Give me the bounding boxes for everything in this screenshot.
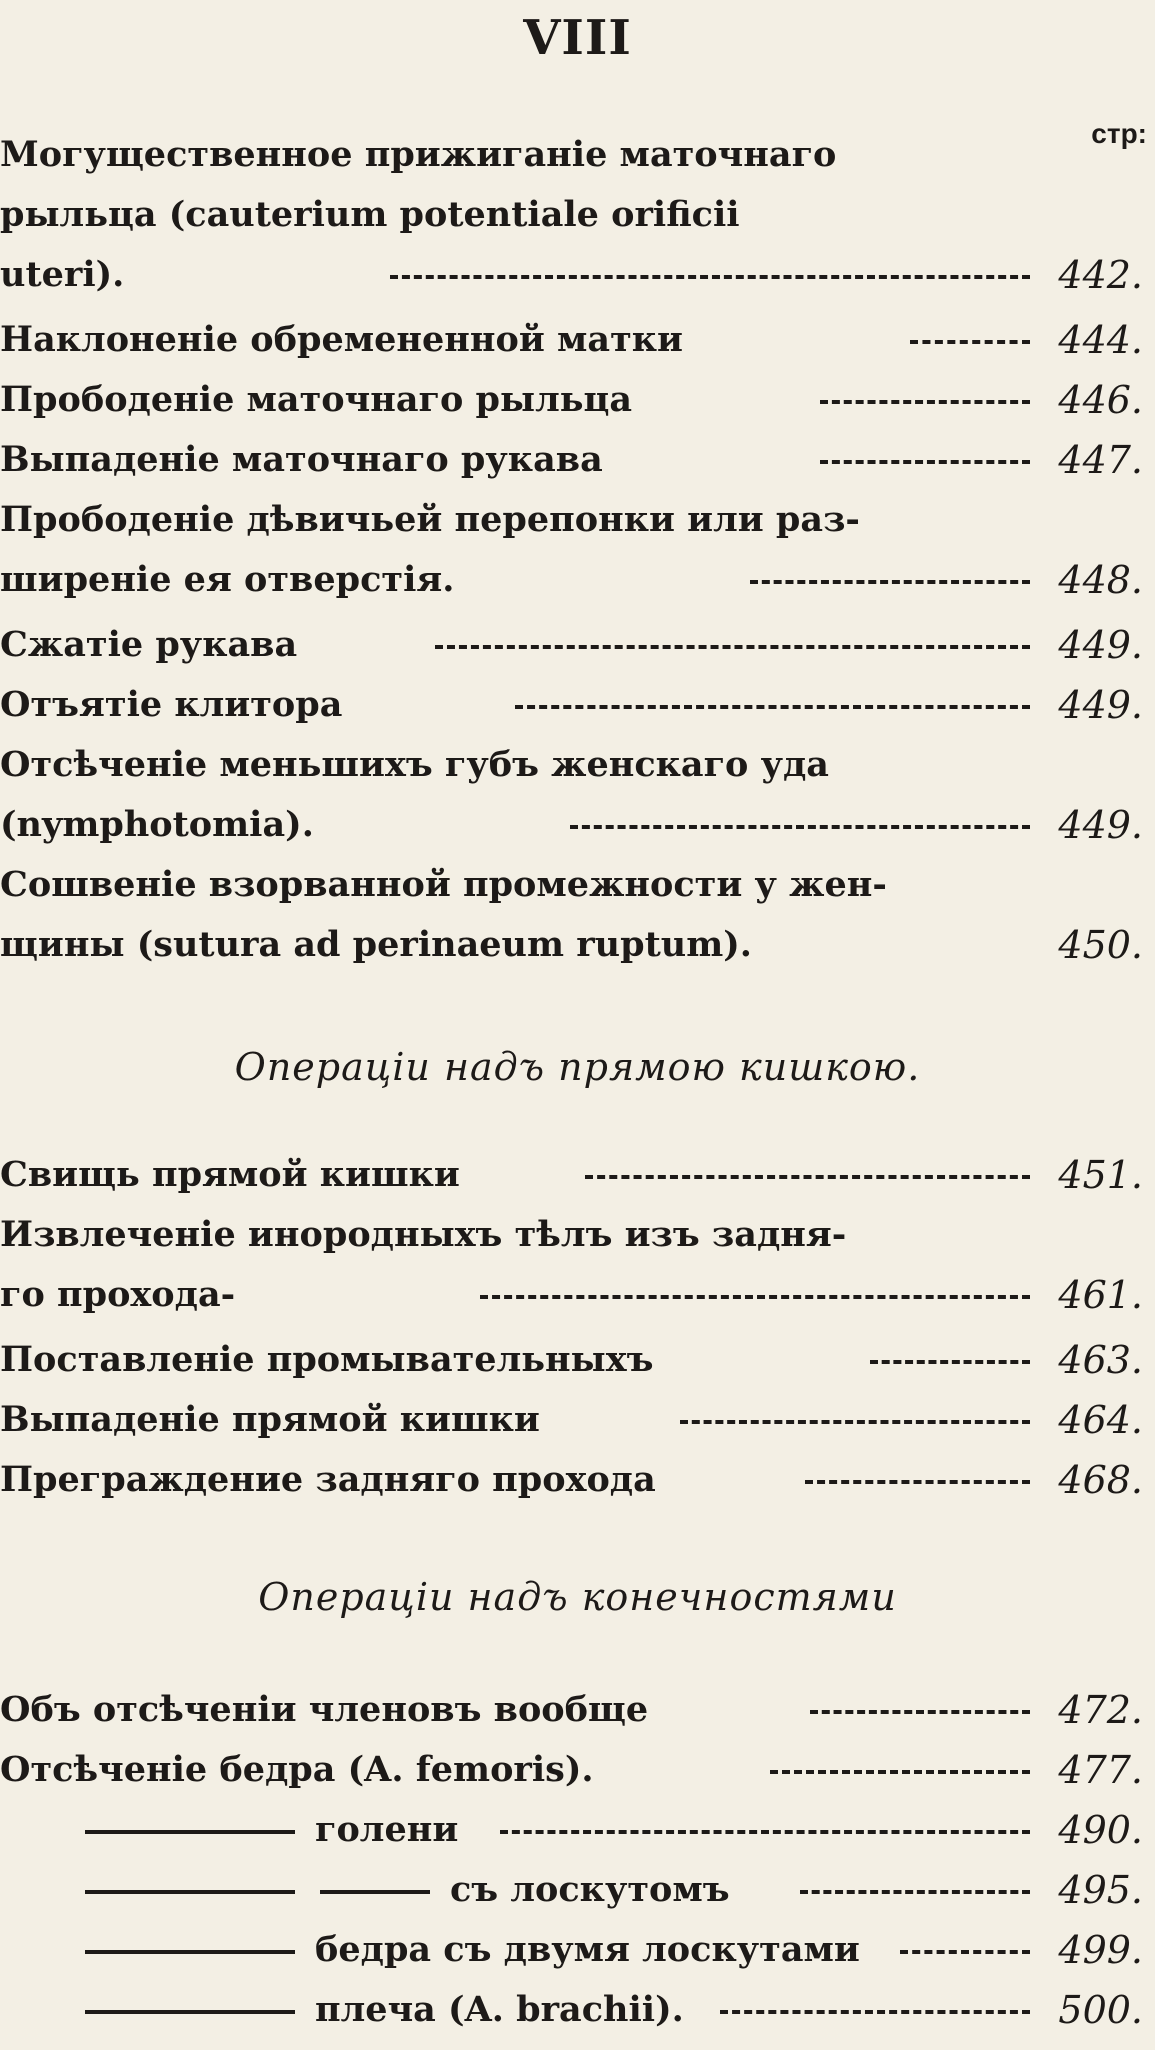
- toc-entry-line: [0, 550, 1155, 610]
- toc-entry-line: [0, 675, 1155, 735]
- toc-entry-text: Могущественное прижиганіе маточнаго: [0, 134, 837, 175]
- toc-page-number: 450.: [1058, 923, 1143, 967]
- ditto-rule: [85, 1890, 295, 1894]
- toc-entry-line: [0, 735, 1155, 795]
- toc-page-number: 468.: [1058, 1458, 1143, 1502]
- ditto-rule: [320, 1890, 430, 1894]
- toc-page-number: 500.: [1058, 1988, 1143, 2032]
- section-heading-limbs: Операціи надъ конечностями: [258, 1575, 897, 1619]
- toc-entry-line: [0, 1145, 1155, 1205]
- toc-entry-text: съ лоскутомъ: [450, 1869, 730, 1910]
- toc-entry-text: Отъятіе клитора: [0, 684, 343, 725]
- toc-page-number: 490.: [1058, 1808, 1143, 1852]
- toc-entry-line: [0, 1740, 1155, 1800]
- ditto-rule: [85, 1830, 295, 1834]
- toc-entry-text: Объ отсѣченіи членовъ вообще: [0, 1689, 649, 1730]
- ditto-rule: [85, 1950, 295, 1954]
- toc-entry-line: [0, 430, 1155, 490]
- toc-entry-line: [0, 1980, 1155, 2040]
- toc-entry-text: Преграждение задняго прохода: [0, 1459, 656, 1500]
- leader-dots: [515, 705, 1030, 713]
- page-column-label: стр:: [1091, 118, 1147, 149]
- leader-dots: [500, 1830, 1030, 1838]
- toc-page-number: 449.: [1058, 683, 1143, 727]
- toc-entry-line: [0, 1680, 1155, 1740]
- toc-entry-text: Отсѣченіе бедра (A. femoris).: [0, 1749, 594, 1790]
- leader-dots: [750, 580, 1030, 588]
- toc-page-number: 463.: [1058, 1338, 1143, 1382]
- toc-entry-line: [0, 1205, 1155, 1265]
- toc-entry-text: Прободеніе дѣвичьей перепонки или раз-: [0, 499, 860, 540]
- toc-entry-text: рыльца (cauterium potentiale orificii: [0, 194, 740, 235]
- toc-page-number: 464.: [1058, 1398, 1143, 1442]
- toc-page-number: 472.: [1058, 1688, 1143, 1732]
- toc-entry-text: uteri).: [0, 254, 125, 295]
- leader-dots: [390, 275, 1030, 283]
- leader-dots: [585, 1175, 1030, 1183]
- toc-entry-text: щины (sutura ad perinaeum ruptum).: [0, 924, 752, 965]
- toc-page-number: 446.: [1058, 378, 1143, 422]
- toc-entry-text: (nymphotomia).: [0, 804, 314, 845]
- toc-entry-line: [0, 370, 1155, 430]
- toc-entry-line: [0, 1390, 1155, 1450]
- toc-entry-text: Поставленіе промывательныхъ: [0, 1339, 654, 1380]
- leader-dots: [820, 460, 1030, 468]
- leader-dots: [805, 1480, 1030, 1488]
- page-number-roman: VIII: [523, 10, 632, 66]
- toc-entry-line: [0, 1330, 1155, 1390]
- leader-dots: [480, 1295, 1030, 1303]
- toc-entry-text: Сжатіе рукава: [0, 624, 298, 665]
- toc-entry-line: [0, 1450, 1155, 1510]
- toc-entry-line: [0, 1265, 1155, 1325]
- toc-entry-text: Сошвеніе взорванной промежности у жен-: [0, 864, 887, 905]
- toc-entry-text: Выпаденіе маточнаго рукава: [0, 439, 603, 480]
- toc-page-number: 461.: [1058, 1273, 1143, 1317]
- toc-entry-line: [0, 1920, 1155, 1980]
- toc-entry-text: бедра съ двумя лоскутами: [315, 1929, 860, 1970]
- toc-page-number: 449.: [1058, 623, 1143, 667]
- leader-dots: [820, 400, 1030, 408]
- toc-entry-line: [0, 245, 1155, 305]
- toc-entry-text: го прохода-: [0, 1274, 236, 1315]
- leader-dots: [770, 1770, 1030, 1778]
- ditto-rule: [85, 2010, 295, 2014]
- toc-entry-text: Прободеніе маточнаго рыльца: [0, 379, 633, 420]
- toc-page-number: 447.: [1058, 438, 1143, 482]
- toc-page-number: 451.: [1058, 1153, 1143, 1197]
- leader-dots: [570, 825, 1030, 833]
- leader-dots: [680, 1420, 1030, 1428]
- leader-dots: [720, 2010, 1030, 2018]
- toc-entry-text: голени: [315, 1809, 459, 1850]
- toc-entry-text: Наклоненіе обремененной матки: [0, 319, 684, 360]
- leader-dots: [800, 1890, 1030, 1898]
- toc-page-number: 499.: [1058, 1928, 1143, 1972]
- toc-entry-text: Извлеченіе инородныхъ тѣлъ изъ задня-: [0, 1214, 847, 1255]
- toc-entry-text: Свищь прямой кишки: [0, 1154, 460, 1195]
- toc-page-number: 477.: [1058, 1748, 1143, 1792]
- toc-page-number: 449.: [1058, 803, 1143, 847]
- leader-dots: [435, 645, 1030, 653]
- toc-entry-line: [0, 490, 1155, 550]
- toc-entry-line: [0, 1800, 1155, 1860]
- toc-entry-text: Отсѣченіе меньшихъ губъ женскаго уда: [0, 744, 829, 785]
- toc-entry-line: [0, 125, 1155, 185]
- leader-dots: [810, 1710, 1030, 1718]
- toc-entry-text: Выпаденіе прямой кишки: [0, 1399, 540, 1440]
- toc-page-number: 448.: [1058, 558, 1143, 602]
- toc-entry-line: [0, 615, 1155, 675]
- toc-entry-line: [0, 795, 1155, 855]
- toc-entry-line: [0, 185, 1155, 245]
- leader-dots: [900, 1950, 1030, 1958]
- toc-page-number: 444.: [1058, 318, 1143, 362]
- toc-entry-line: [0, 915, 1155, 975]
- toc-entry-line: [0, 310, 1155, 370]
- leader-dots: [870, 1360, 1030, 1368]
- section-heading-rectum: Операціи надъ прямою кишкою.: [234, 1045, 921, 1089]
- toc-entry-line: [0, 855, 1155, 915]
- toc-page-number: 442.: [1058, 253, 1143, 297]
- toc-entry-line: [0, 1860, 1155, 1920]
- toc-page-number: 495.: [1058, 1868, 1143, 1912]
- leader-dots: [910, 340, 1030, 348]
- toc-entry-text: ширеніе ея отверстія.: [0, 559, 455, 600]
- toc-entry-text: плеча (A. brachii).: [315, 1989, 684, 2030]
